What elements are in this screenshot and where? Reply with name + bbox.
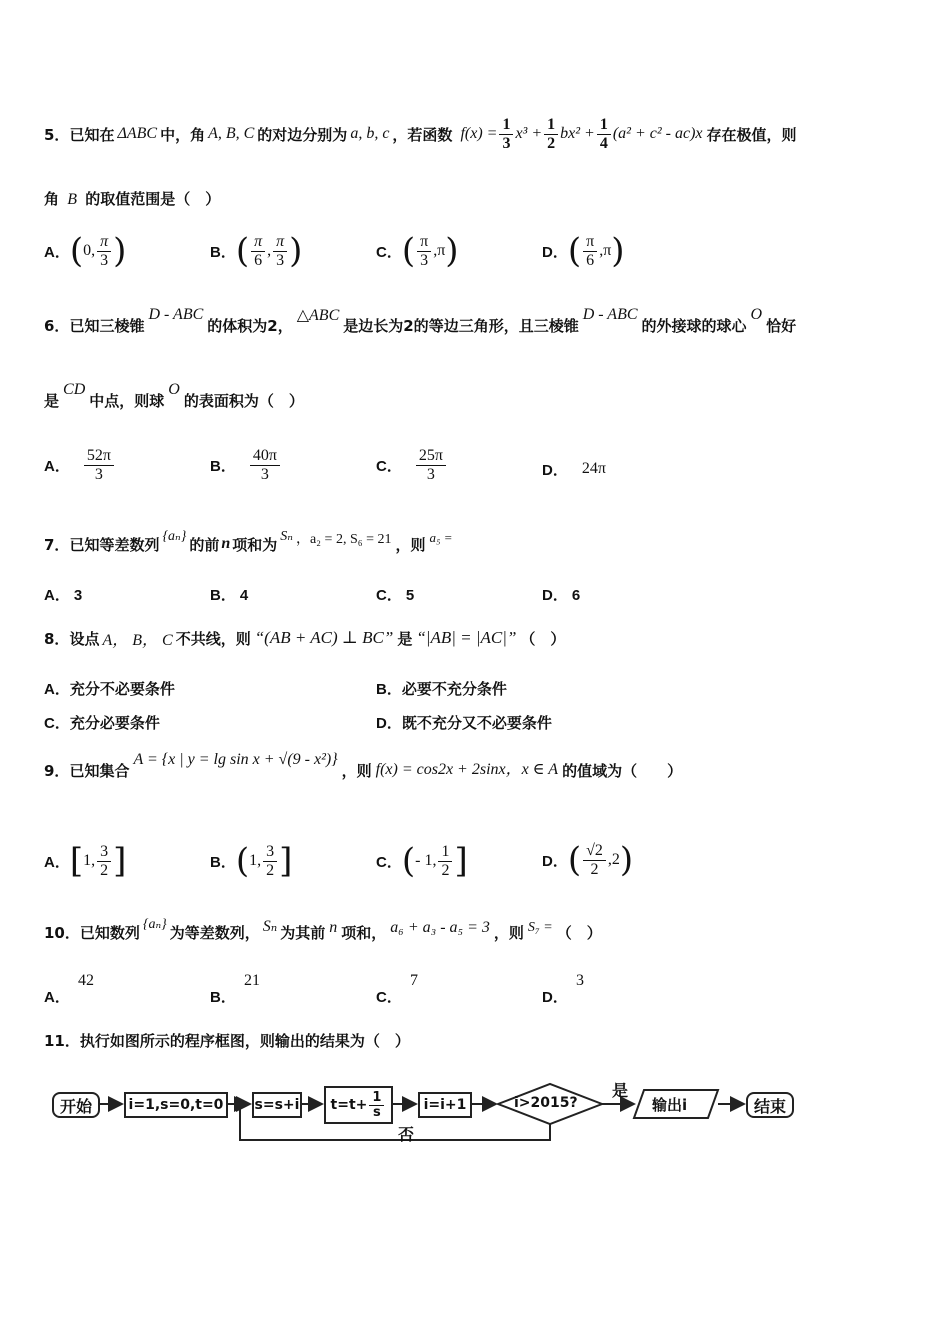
flow-s-update: s=s+i: [252, 1092, 302, 1118]
option-sep: ,π: [599, 242, 612, 259]
q10-number: 10．: [44, 923, 80, 942]
q8-text-c: 是: [397, 629, 413, 648]
q7-n: n: [221, 535, 231, 552]
q9-text-a: 已知集合: [69, 761, 130, 780]
q5-term-2: bx² +: [560, 125, 595, 142]
q5-option-d[interactable]: [542, 226, 625, 276]
paren-left: (: [567, 231, 582, 271]
q8-points: A， B， C: [102, 631, 173, 649]
q5-term-3: (a² + c² - ac)x: [612, 125, 703, 142]
q5-line2: [44, 188, 220, 209]
q10-s7: S₇ =: [527, 920, 553, 935]
q5-text-a: 已知在: [69, 125, 115, 144]
option-label: B．: [210, 853, 236, 871]
flow-condition-label: i>2015?: [514, 1095, 578, 1111]
q6-option-d[interactable]: [542, 455, 606, 483]
bracket-right: ]: [454, 841, 468, 881]
option-frac: $\frac{\pi}{3}$: [97, 233, 111, 270]
q6-text-c: 是边长为2的等边三角形，且三棱锥: [343, 316, 579, 335]
q5-text-c: 的对边分别为: [257, 125, 348, 144]
q8-condition-1: “(AB + AC) ⊥ BC”: [254, 628, 394, 647]
q10-text-d: 项和，: [341, 923, 387, 942]
q5-line2-c: 的取值范围是（ ）: [85, 190, 221, 208]
flow-start: 开始: [52, 1092, 100, 1118]
q6-pyramid-2: D - ABC: [582, 306, 638, 323]
q8-option-c[interactable]: C．充分必要条件: [44, 714, 160, 732]
paren-left: (: [235, 231, 250, 271]
q5-option-c[interactable]: [376, 226, 459, 276]
q5-frac-1: $\frac{1}{3}$: [499, 116, 513, 153]
flow-yes-label: 是: [612, 1081, 629, 1100]
q7-a5: a₅ =: [429, 530, 453, 545]
q8-text-d: （ ）: [520, 629, 566, 648]
q6-center-o-2: O: [168, 381, 180, 398]
q6-text-d: 的外接球的球心: [641, 316, 747, 335]
option-label: D．: [542, 989, 568, 1006]
option-frac: $\frac{1}{2}$: [438, 843, 452, 880]
q7-option-a[interactable]: A． 3: [44, 587, 83, 604]
bracket-left: (: [235, 841, 250, 881]
option-value: ,2: [607, 851, 620, 868]
q6-line2-c: 的表面积为（ ）: [183, 391, 304, 410]
q10-text-b: 为等差数列，: [169, 923, 260, 942]
q10-text-f: （ ）: [556, 923, 602, 942]
option-frac: $\frac{\pi}{3}$: [417, 233, 431, 270]
paren-right: ): [289, 231, 303, 271]
q7-text-b: 的前: [189, 535, 220, 554]
option-label: D．: [542, 243, 568, 261]
q9-number: 9．: [44, 761, 70, 780]
option-value: - 1,: [415, 852, 437, 869]
option-label: B．: [210, 457, 236, 475]
q8-number: 8．: [44, 629, 70, 648]
q7-number: 7．: [44, 535, 70, 554]
q6-number: 6．: [44, 316, 70, 335]
option-sep: ,: [267, 242, 272, 259]
q10-condition: a₆ + a₃ - a₅ = 3: [390, 919, 490, 936]
q7-line1: [44, 526, 453, 562]
q5-text-e: 存在极值，则: [706, 125, 797, 144]
flow-t-update: t=t+ $\frac{1}{s}$: [324, 1086, 393, 1124]
q6-line2-a: 是: [44, 391, 60, 410]
option-frac: $\frac{√2}{2}$: [583, 842, 606, 879]
q5-number: 5．: [44, 125, 70, 144]
option-value: 3: [576, 972, 584, 989]
q8-text-b: 不共线，则: [175, 629, 251, 648]
q7-option-c[interactable]: C． 5: [376, 587, 415, 604]
q6-center-o: O: [750, 306, 763, 323]
bracket-right: ]: [279, 841, 293, 881]
bracket-left: [: [69, 841, 84, 881]
option-frac: $\frac{3}{2}$: [263, 843, 277, 880]
option-frac: $\frac{40\pi}{3}$: [250, 447, 280, 484]
flow-i-update: i=i+1: [418, 1092, 472, 1118]
q9-option-b[interactable]: [210, 832, 292, 890]
q7-text-d: ，则: [395, 535, 426, 554]
q6-text-b: 的体积为2，: [207, 316, 293, 335]
paren-right: ): [611, 231, 625, 271]
option-label: B．: [210, 989, 236, 1006]
q5-sides: a, b, c: [350, 125, 390, 142]
q9-option-c[interactable]: [376, 832, 468, 890]
q5-func: f(x) =: [460, 125, 498, 142]
q10-sn: Sₙ: [262, 918, 278, 935]
q7-option-d[interactable]: D． 6: [542, 587, 581, 604]
q7-options: [44, 584, 744, 606]
paren-left: (: [69, 231, 84, 271]
q5-option-b[interactable]: [210, 226, 302, 276]
option-frac: $\frac{\pi}{3}$: [273, 233, 287, 270]
q11-line1: [44, 1030, 410, 1051]
option-value: 21: [244, 972, 260, 989]
q6-triangle: △ABC: [296, 307, 340, 324]
q10-text-a: 已知数列: [79, 923, 140, 942]
q5-angle-b: B: [67, 191, 78, 208]
q6-pyramid: D - ABC: [148, 306, 204, 323]
option-frac: $\frac{\pi}{6}$: [583, 233, 597, 270]
q5-frac-3: $\frac{1}{4}$: [597, 116, 611, 153]
option-value: 42: [78, 972, 94, 989]
q5-text-d: ，若函数: [392, 125, 453, 144]
option-frac: $\frac{25\pi}{3}$: [416, 447, 446, 484]
bracket-right: ]: [113, 841, 127, 881]
option-label: B．: [210, 243, 236, 261]
q6-option-c[interactable]: [376, 442, 448, 488]
flow-output-label: 输出i: [652, 1096, 688, 1114]
bracket-left: (: [401, 841, 416, 881]
flow-init: i=1,s=0,t=0: [124, 1092, 228, 1118]
q9-text-b: ，则: [341, 761, 372, 780]
q6-line1: [44, 305, 796, 345]
q10-text-e: ，则: [493, 923, 524, 942]
option-frac: $\frac{\pi}{6}$: [251, 233, 265, 270]
q5-angles: A, B, C: [208, 125, 255, 142]
q8-condition-2: “|AB| = |AC|”: [416, 628, 517, 647]
flow-no-label: 否: [398, 1125, 415, 1144]
q5-option-a[interactable]: [44, 226, 126, 276]
option-label: C．: [376, 457, 402, 475]
option-value: 0,: [83, 242, 96, 259]
option-value: 1,: [83, 852, 96, 869]
option-sep: ,π: [433, 242, 446, 259]
q9-text-c: 的值域为（ ）: [562, 761, 683, 780]
q9-option-a[interactable]: [44, 832, 126, 890]
q6-line2: [44, 380, 304, 420]
q7-sequence: {aₙ}: [162, 528, 187, 544]
flowchart: [0, 1070, 950, 1160]
flow-end: 结束: [746, 1092, 794, 1118]
q9-function: f(x) = cos2x + 2sinx，x ∈ A: [375, 760, 559, 778]
option-value: 7: [410, 972, 418, 989]
q6-line2-b: 中点，则球: [89, 391, 165, 410]
q5-term-1: x³ +: [515, 125, 543, 142]
option-label: A．: [44, 457, 70, 475]
option-label: A．: [44, 243, 70, 261]
q6-cd: CD: [63, 381, 86, 398]
q7-condition: ，a₂ = 2, S₆ = 21: [295, 532, 392, 547]
q5-frac-2: $\frac{1}{2}$: [544, 116, 558, 153]
option-value: 24π: [581, 460, 606, 477]
q8-option-d[interactable]: D．既不充分又不必要条件: [376, 714, 552, 732]
q5-triangle: ΔABC: [117, 125, 158, 142]
q10-text-c: 为其前: [280, 923, 326, 942]
paren-right: ): [445, 231, 459, 271]
q9-set: A = {x | y = lg sin x + √(9 - x²)}: [133, 751, 338, 768]
option-frac: $\frac{52\pi}{3}$: [84, 447, 114, 484]
q10-line1: [44, 912, 602, 952]
q9-option-d[interactable]: [542, 830, 633, 890]
option-label: D．: [542, 461, 568, 479]
q8-option-b[interactable]: B．必要不充分条件: [376, 680, 507, 698]
paren-right: ): [113, 231, 127, 271]
q11-number: 11．: [44, 1032, 80, 1050]
q8-text-a: 设点: [69, 629, 100, 648]
q7-text-a: 已知等差数列: [69, 535, 160, 554]
option-label: C．: [376, 243, 402, 261]
q10-n: n: [329, 919, 338, 936]
option-value: 1,: [249, 852, 262, 869]
q7-sn: Sₙ: [280, 528, 293, 544]
q8-option-a[interactable]: A．充分不必要条件: [44, 680, 175, 698]
option-frac: $\frac{3}{2}$: [97, 843, 111, 880]
q8-line1: [44, 620, 565, 656]
q6-text-e: 恰好: [766, 316, 797, 335]
option-label: A．: [44, 989, 70, 1006]
q6-option-b[interactable]: [210, 442, 282, 488]
paren-left: (: [567, 840, 582, 880]
q9-line1: [44, 745, 682, 795]
q5-line1: [44, 112, 797, 156]
paren-left: (: [401, 231, 416, 271]
option-label: A．: [44, 853, 70, 871]
paren-right: ): [619, 840, 634, 880]
q6-option-a[interactable]: [44, 442, 116, 488]
q5-text-b: 中，角: [160, 125, 206, 144]
q7-text-c: 项和为: [232, 535, 278, 554]
q11-text: 执行如图所示的程序框图，则输出的结果为（ ）: [79, 1032, 410, 1050]
option-label: C．: [376, 989, 402, 1006]
q10-sequence: {aₙ}: [142, 916, 167, 932]
option-label: D．: [542, 852, 568, 870]
option-label: C．: [376, 853, 402, 871]
q6-text-a: 已知三棱锥: [69, 316, 145, 335]
q5-line2-a: 角: [44, 190, 60, 208]
q7-option-b[interactable]: B． 4: [210, 587, 249, 604]
